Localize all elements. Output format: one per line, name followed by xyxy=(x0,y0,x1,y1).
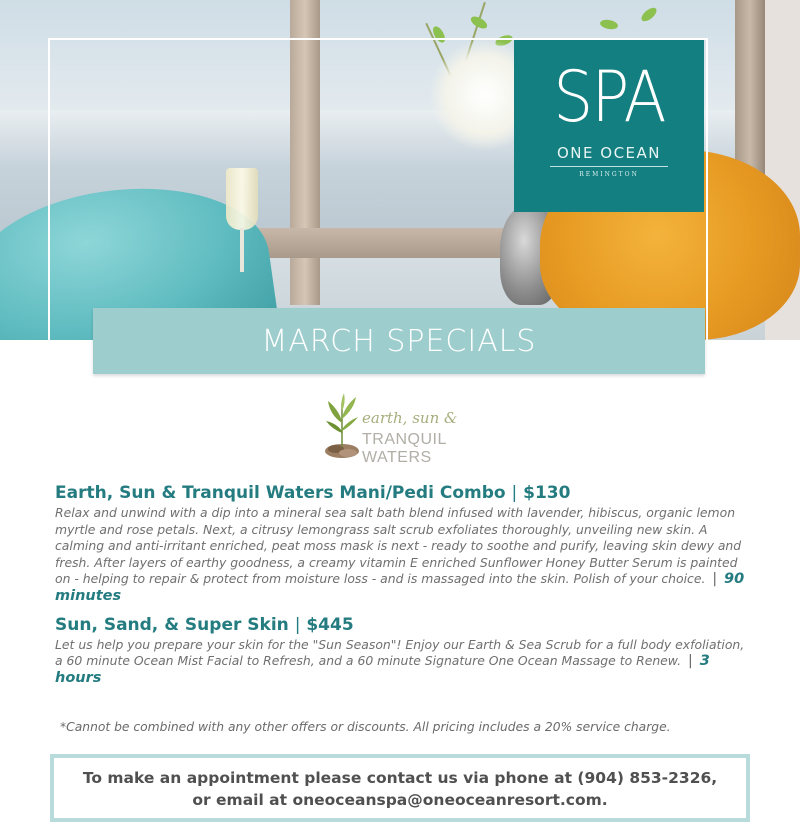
window-frame xyxy=(290,0,320,305)
plant-icon xyxy=(322,393,362,463)
mini-logo-line1: earth, sun & xyxy=(362,409,458,427)
leaf xyxy=(469,14,489,31)
banner-title: MARCH SPECIALS xyxy=(261,323,537,359)
spa-logo xyxy=(514,40,704,212)
special-item xyxy=(55,483,755,605)
special-title xyxy=(55,483,755,503)
special-description xyxy=(55,505,755,605)
logo-subtitle: REMINGTON xyxy=(579,171,639,178)
special-duration: 90 minutes xyxy=(55,571,745,604)
title-separator: | xyxy=(294,614,301,635)
special-item xyxy=(55,615,755,687)
contact-line-phone: To make an appointment please contact us via phone at (904) 853-2326, xyxy=(82,769,718,787)
special-description xyxy=(55,637,755,687)
leaf xyxy=(639,5,659,23)
description-text: Let us help you prepare your skin for the "Sun Season"! Enjoy our Earth & Sea Scrub for a full body exfoliation, a 60 minute Ocean Mist Facial to Refresh, and a 60 minute Signature One Ocean Massage to Renew. xyxy=(55,636,745,669)
title-separator: | xyxy=(511,483,518,503)
disclaimer: *Cannot be combined with any other offers or discounts. All pricing includes a 20% service charge. xyxy=(60,720,671,734)
specials-list xyxy=(55,483,755,686)
mini-logo-line2: TRANQUIL WATERS xyxy=(362,431,447,466)
duration-separator: | xyxy=(712,571,718,588)
specials-banner xyxy=(93,308,705,374)
leaf xyxy=(599,19,618,31)
special-duration: 3 hours xyxy=(55,653,710,686)
special-name: Earth, Sun & Tranquil Waters Mani/Pedi Combo xyxy=(55,483,506,503)
glass-stem xyxy=(240,228,244,272)
logo-name: ONE OCEAN xyxy=(556,144,661,162)
earth-sun-tranquil-logo xyxy=(310,393,490,465)
special-name: Sun, Sand, & Super Skin xyxy=(55,614,289,635)
duration-separator: | xyxy=(688,653,693,670)
special-price: $445 xyxy=(306,614,354,635)
special-title xyxy=(55,615,755,635)
contact-box xyxy=(50,754,750,822)
contact-line-email: or email at oneoceanspa@oneoceanresort.com. xyxy=(192,791,608,809)
logo-divider xyxy=(550,166,668,167)
logo-spa-text: SPA xyxy=(553,56,665,138)
champagne-glass xyxy=(226,168,258,230)
description-text: Relax and unwind with a dip into a mineral sea salt bath blend infused with lavender, hibiscus, organic lemon myrtle and rose petals. Next, a citrusy lemongrass salt scrub exfoliates thoroughly, unveiling new skin. A calming and anti-irritant enriched, peat moss mask is next - ready to soothe and purify, leaving skin dewy and fresh. After layers of earthy goodness, a creamy vitamin E enriched Sunflower Honey Butter Serum is painted on - helping to repair & protect from moisture loss - and is massaged into the skin. Polish of your choice. xyxy=(55,505,742,587)
special-price: $130 xyxy=(523,483,571,503)
